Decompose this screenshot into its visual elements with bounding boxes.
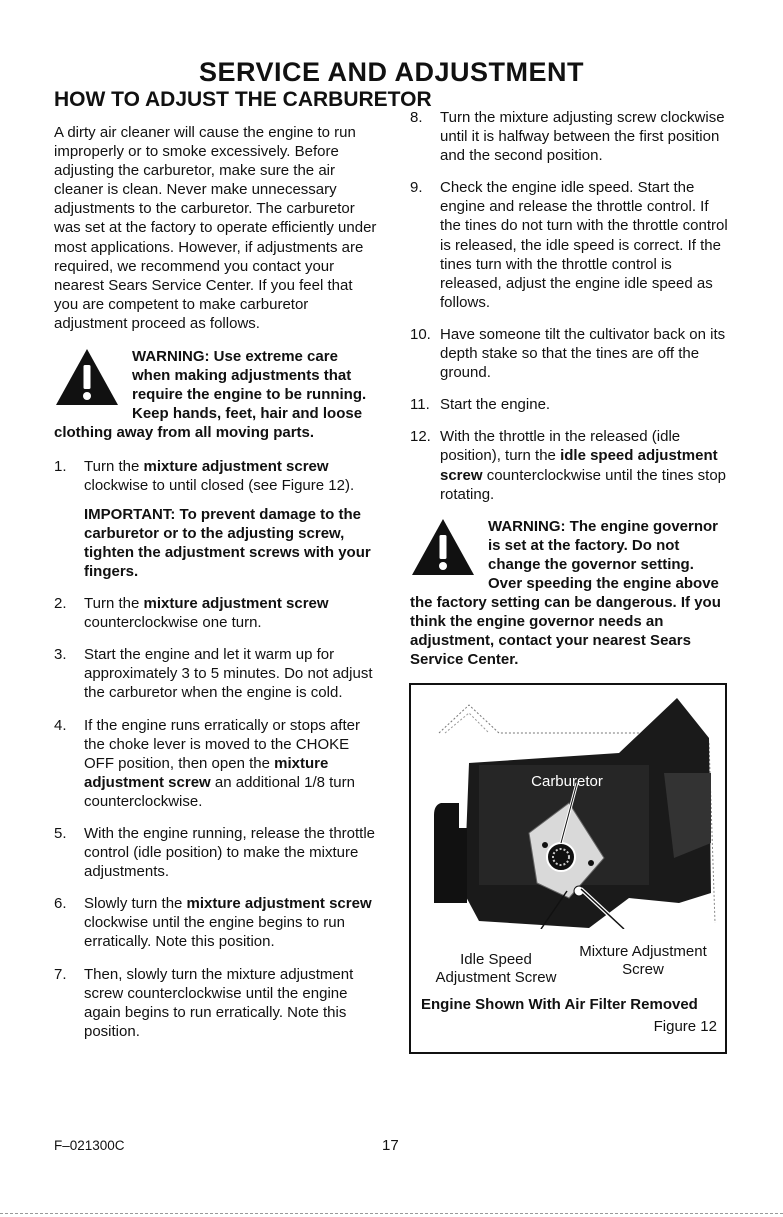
step-emphasis: mixture adjustment screw: [143, 595, 329, 613]
step-item: [54, 965, 379, 1041]
carburetor-photo: [419, 693, 717, 929]
warning-text: WARNING: Use extreme care when making adjustments that require the engine to be running. Keep hands, feet, hair and loose clothing away from all moving parts.: [54, 348, 367, 442]
step-item: [410, 108, 730, 165]
document-code: F–021300C: [54, 1138, 125, 1153]
step-number: 2.: [54, 595, 67, 613]
page-title: SERVICE AND ADJUSTMENT: [198, 57, 585, 87]
step-text-part: counterclockwise one turn.: [84, 614, 262, 632]
step-item: [54, 594, 379, 632]
mixture-screw-label: Mixture Adjustment Screw: [579, 943, 707, 978]
step-text-part: With the engine running, release the throttle control (idle position) to make the mixture adjustments.: [84, 825, 376, 881]
step-text: [440, 326, 725, 381]
step-emphasis: mixture adjustment screw: [143, 457, 329, 475]
step-text-part: Turn the: [84, 457, 144, 475]
step-text-part: Turn the: [84, 595, 144, 613]
figure-12: [409, 683, 727, 1054]
step-number: 5.: [54, 825, 67, 842]
step-item: [54, 824, 379, 881]
section-heading: HOW TO ADJUST THE CARBURETOR: [54, 88, 432, 111]
step-text: [440, 428, 726, 502]
idle-screw-label: Idle Speed Adjustment Screw: [435, 951, 557, 986]
step-text-part: clockwise to until closed (see Figure 12).: [84, 476, 355, 494]
step-text: [84, 895, 372, 950]
step-item: [54, 716, 379, 811]
intro-paragraph: A dirty air cleaner will cause the engine to run improperly or to smoke excessively. Before adjusting the carburetor, make sure the air cleaner is clean. Never make unnecessary adjustments to the carburetor. The carburetor was set at the factory to operate efficiently under most applications. However, if adjustments are required, we recommend you contact your nearest Sears Service Center. If you feel that you are competent to make carburetor adjustment proceed as follows.: [54, 124, 377, 332]
page-number: 17: [382, 1137, 399, 1154]
right-column: [410, 108, 730, 683]
step-text: [440, 396, 550, 413]
step-number: 9.: [410, 179, 423, 197]
step-text-part: Start the engine.: [440, 396, 551, 414]
important-note: IMPORTANT: To prevent damage to the carburetor or to the adjusting screw, tighten the adjustment screws with your fingers.: [84, 505, 371, 580]
step-number: 7.: [54, 965, 67, 983]
step-number: 6.: [54, 895, 67, 913]
step-text-part: With the throttle in the released (idle position), turn the: [440, 428, 681, 465]
steps-list: [54, 457, 379, 1041]
step-text: [84, 458, 354, 494]
step-text: [84, 966, 353, 1040]
step-item: [410, 427, 730, 503]
step-number: 11.: [410, 396, 430, 414]
warning-text: WARNING: The engine governor is set at the factory. Do not change the governor setting. Over speeding the engine above the factory setting can be dangerous. If you think the engine governor needs an adjustment, contact your nearest Sears Service Center.: [410, 517, 721, 669]
step-text: [440, 179, 728, 311]
step-number: 1.: [54, 457, 67, 475]
warning-block: [54, 347, 379, 442]
step-emphasis: idle speed adjustment screw: [440, 447, 718, 484]
step-text-part: Then, slowly turn the mixture adjustment screw counterclockwise until the engine again begins to run erratically. Note this position.: [84, 965, 354, 1040]
step-text-part: clockwise until the engine begins to run erratically. Note this position.: [84, 914, 345, 951]
step-text-part: Check the engine idle speed. Start the engine and release the throttle control. If the tines do not turn with the throttle control is released, the idle speed is correct. If the tines turn with the throttle control is released, adjust the engine idle speed as follows.: [440, 179, 728, 311]
step-number: 12.: [410, 428, 431, 446]
carburetor-label: Carburetor: [531, 773, 603, 790]
steps-list: [410, 108, 730, 504]
step-text-part: Have someone tilt the cultivator back on its depth stake so that the tines are off the ground.: [440, 325, 726, 382]
warning-triangle-icon: [410, 517, 484, 577]
step-number: 8.: [410, 109, 423, 126]
warning-block: [410, 517, 730, 670]
step-text-part: If the engine runs erratically or stops after the choke lever is moved to the CHOKE OFF position, then open the: [84, 716, 360, 772]
warning-triangle-icon: [54, 347, 128, 407]
step-item: [54, 457, 379, 582]
step-emphasis: mixture adjustment screw: [84, 754, 329, 791]
step-number: 10.: [410, 325, 431, 343]
step-text: [440, 109, 725, 164]
step-item: [54, 894, 379, 951]
step-item: [410, 395, 730, 414]
step-text: [84, 595, 329, 631]
step-text-part: Turn the mixture adjusting screw clockwise until it is halfway between the first position and the second position.: [440, 109, 725, 165]
step-text: [84, 825, 375, 880]
step-emphasis: mixture adjustment screw: [186, 895, 372, 913]
left-column: [54, 123, 379, 1054]
figure-caption: Engine Shown With Air Filter Removed: [421, 996, 698, 1013]
step-text-part: Start the engine and let it warm up for approximately 3 to 5 minutes. Do not adjust the carburetor when the engine is cold.: [84, 646, 373, 702]
step-text-part: Slowly turn the: [84, 895, 187, 913]
step-text: [84, 646, 373, 701]
step-number: 4.: [54, 716, 67, 734]
step-item: [54, 645, 379, 702]
step-text: [84, 717, 360, 810]
step-item: [410, 178, 730, 312]
figure-number: Figure 12: [653, 1018, 717, 1035]
page-edge-divider: [0, 1213, 783, 1214]
step-item: [410, 325, 730, 382]
step-number: 3.: [54, 646, 67, 664]
step-text-part: an additional 1/8 turn counterclockwise.: [84, 773, 355, 810]
step-text-part: counterclockwise until the tines stop rotating.: [440, 466, 727, 503]
